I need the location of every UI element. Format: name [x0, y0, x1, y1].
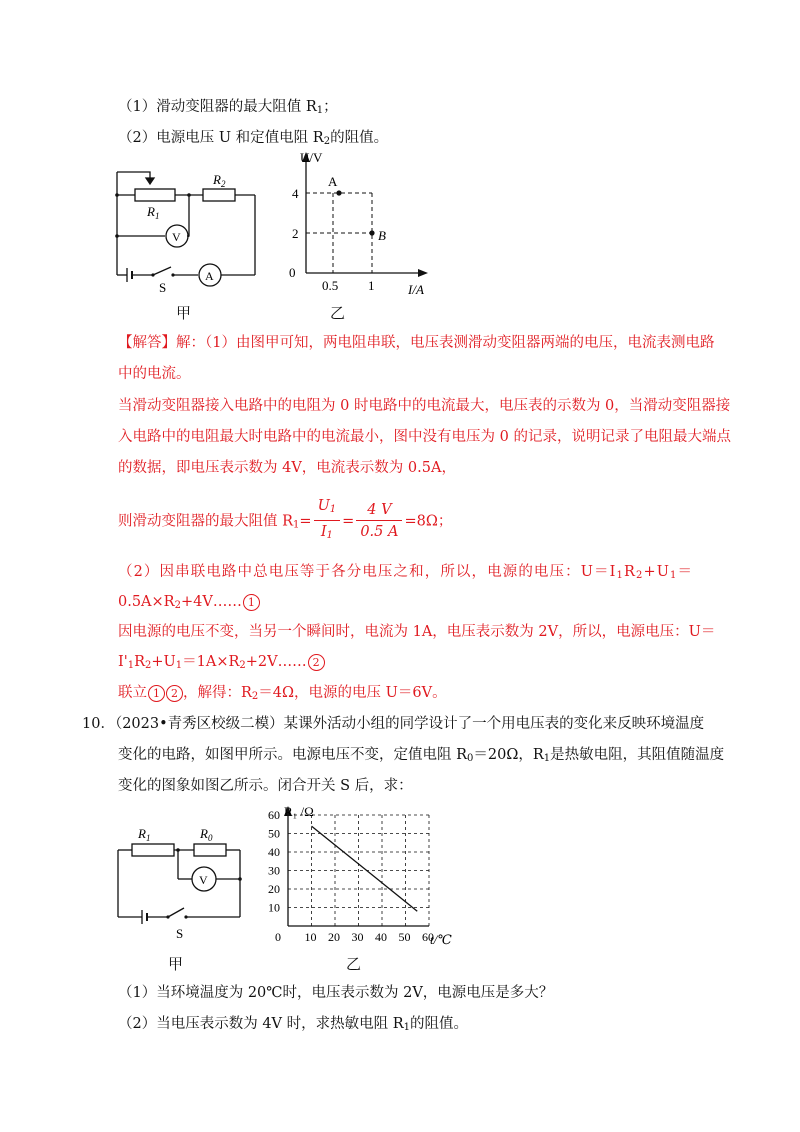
circled-number-1: 1 [243, 594, 260, 611]
q9-part2-sub: 2 [323, 136, 331, 147]
graph2-xlabel: t/℃ [430, 932, 452, 947]
answer-l7-end: ＝ [677, 564, 694, 580]
answer-l6-eq1: = [299, 513, 312, 530]
graph2-ytick: 50 [268, 826, 280, 841]
answer-l10-e: +2V…… [245, 654, 307, 670]
graph1-ytick-2: 2 [292, 226, 299, 241]
frac1-den: I [320, 524, 327, 540]
graph2-ytick: 10 [268, 900, 280, 915]
resistor-r1-symbol [135, 189, 175, 201]
q10-l2-sub2: 1 [543, 753, 551, 764]
graph2-series-line [312, 826, 418, 911]
answer-line-6 [118, 496, 452, 547]
answer-line-5: 的数据，即电压表示数为 4V，电流表示数为 0.5A， [118, 460, 456, 476]
answer-l8-sub: 2 [174, 600, 181, 611]
answer-l11-a: 联立 [118, 685, 147, 701]
fig-jia-label-1: 甲 [176, 304, 192, 322]
graph1-point-a [336, 190, 341, 195]
q10-l2-c: 是热敏电阻，其阻值随温度 [550, 747, 725, 763]
fig-jia-label-2: 甲 [168, 955, 184, 973]
voltmeter-label: V [172, 230, 181, 244]
answer-l11-sub: 2 [251, 691, 259, 702]
answer-line-9: 因电源的电压不变，当另一个瞬间时，电流为 1A，电压表示数为 2V，所以，电源电压：U＝ [118, 624, 716, 640]
answer-l10-d: ＝1A×R [182, 654, 240, 670]
answer-l10-a: I' [118, 654, 128, 670]
x-axis-arrow-icon [418, 269, 428, 277]
graph2-xtick: 0 [275, 930, 281, 944]
answer-l10-sub4: 2 [239, 660, 246, 671]
switch-label-2: S [176, 926, 184, 941]
graph1-point-a-label: A [328, 174, 338, 189]
graph1-origin: 0 [289, 265, 296, 280]
r1-label-2: $R_1$ [138, 826, 151, 843]
r2-label: $R_2$ [213, 172, 226, 189]
graph-2 [256, 798, 466, 953]
graph-1 [280, 148, 440, 298]
answer-l10-b: R [134, 654, 146, 670]
resistor-r2-symbol [203, 189, 235, 201]
answer-l6-post: =8Ω； [404, 513, 453, 530]
answer-l6-sub: 1 [293, 519, 300, 531]
graph1-ytick-4: 4 [292, 186, 299, 201]
graph1-ylabel: U/V [300, 150, 323, 165]
answer-line-8 [118, 592, 260, 616]
q9-part1 [118, 97, 338, 121]
answer-line-7 [118, 562, 693, 586]
graph1-xtick-1: 1 [368, 278, 375, 293]
switch-label: S [159, 280, 167, 295]
q9-part2-text: （2）电源电压 U 和定值电阻 R [118, 130, 324, 146]
answer-l7-sub1: 1 [616, 570, 624, 581]
q9-part1-sub: 1 [316, 105, 324, 116]
r1-label: $R_1$ [147, 204, 160, 221]
graph2-xtick: 30 [351, 930, 364, 944]
answer-l10-sub3: 1 [175, 660, 183, 671]
circuit-diagram-1 [105, 160, 270, 295]
q10-p2-post: 的阻值。 [410, 1016, 469, 1032]
answer-l7-mid: R [623, 564, 636, 580]
frac2-den: 0.5 A [360, 524, 399, 540]
voltmeter-label-2: V [199, 873, 208, 887]
answer-l8-end: +4V…… [180, 594, 242, 610]
graph2-ytick: 60 [268, 808, 280, 822]
resistor-r0-symbol [194, 844, 226, 856]
q10-part1: （1）当环境温度为 20℃时，电压表示数为 2V，电源电压是多大？ [118, 985, 554, 1001]
answer-l6-text: 则滑动变阻器的最大阻值 R [118, 513, 294, 530]
slider-arrow-icon [146, 178, 154, 184]
fraction-u1-i1 [314, 496, 341, 547]
answer-l10-sub2: 2 [145, 660, 152, 671]
answer-l8-text: 0.5A×R [118, 594, 175, 610]
answer-l10-sub1: 1 [127, 660, 135, 671]
q10-l2-text: 变化的电路，如图甲所示。电源电压不变，定值电阻 R [118, 747, 468, 763]
graph1-point-b-label: B [378, 228, 386, 243]
answer-line-1 [118, 333, 714, 353]
frac1-num-sub: 1 [329, 504, 337, 515]
answer-l11-b: ，解得：R [183, 685, 252, 701]
circled-number-2: 2 [308, 654, 325, 671]
graph1-xlabel: I/A [408, 282, 424, 297]
answer-line-11 [118, 683, 447, 707]
graph1-xtick-05: 0.5 [322, 278, 339, 293]
circuit-diagram-2 [112, 822, 252, 942]
q9-part1-post: ； [323, 99, 338, 115]
q10-line-2 [118, 745, 724, 769]
answer-l11-c: ＝4Ω，电源的电压 U＝6V。 [258, 685, 447, 701]
q10-p2-sub: 1 [403, 1022, 411, 1033]
answer-l6-eq2: = [342, 513, 355, 530]
answer-l1-text: 解：（1）由图甲可知，两电阻串联，电压表测滑动变阻器两端的电压，电流表测电路 [176, 335, 715, 351]
q10-part2 [118, 1014, 468, 1038]
answer-head: 【解答】 [118, 335, 176, 351]
answer-line-4: 入电路中的电阻最大时电路中的电流最小，图中没有电压为 0 的记录，说明记录了电阻最大端点 [118, 429, 731, 445]
graph2-xtick: 40 [375, 930, 387, 944]
resistor-r1-symbol-2 [132, 844, 174, 856]
answer-line-2: 中的电流。 [118, 366, 191, 382]
answer-l7-sub3: 1 [670, 570, 678, 581]
graph1-point-b [369, 230, 374, 235]
answer-l10-c: +U [151, 654, 176, 670]
graph2-ytick: 30 [268, 863, 280, 878]
answer-line-3: 当滑动变阻器接入电路中的电阻为 0 时电路中的电流最大，电压表的示数为 0，当滑动变阻器接 [118, 398, 731, 414]
fig-yi-label-1: 乙 [330, 304, 346, 322]
ammeter-label: A [205, 269, 214, 283]
answer-line-10 [118, 652, 325, 676]
q10-p2-text: （2）当电压表示数为 4V 时，求热敏电阻 R [118, 1016, 404, 1032]
q10-l2-sub: 0 [467, 753, 474, 764]
graph2-xtick: 50 [398, 930, 411, 944]
frac2-num: 4 V [356, 500, 402, 521]
circled-number-1b: 1 [148, 685, 165, 702]
fraction-4v-05a [356, 500, 402, 543]
frac1-num: U [317, 498, 330, 514]
circled-number-2b: 2 [166, 685, 183, 702]
q9-part1-text: （1）滑动变阻器的最大阻值 R [118, 99, 317, 115]
q10-line-3: 变化的图象如图乙所示。闭合开关 S 后，求： [118, 778, 413, 794]
graph2-xtick: 60 [422, 930, 434, 944]
graph2-xtick: 10 [304, 930, 317, 944]
answer-l7-mid2: +U [643, 564, 671, 580]
graph2-ytick: 40 [268, 845, 280, 859]
answer-l7-text: （2）因串联电路中总电压等于各分电压之和，所以，电源的电压：U＝I [118, 564, 617, 580]
q10-line-1: 10．（2023•青秀区校级二模）某课外活动小组的同学设计了一个用电压表的变化来反映环境温度 [82, 716, 705, 732]
frac1-den-sub: 1 [326, 530, 333, 541]
r0-label: $R_0$ [200, 826, 213, 843]
q9-part2-post: 的阻值。 [330, 130, 389, 146]
q10-l2-b: ＝20Ω，R [473, 747, 544, 763]
graph2-ylabel: R₁ /Ω [284, 804, 314, 819]
fig-yi-label-2: 乙 [346, 955, 362, 973]
graph2-xtick: 20 [328, 930, 340, 944]
graph2-ytick: 20 [268, 882, 280, 896]
answer-l7-sub2: 2 [635, 570, 644, 581]
